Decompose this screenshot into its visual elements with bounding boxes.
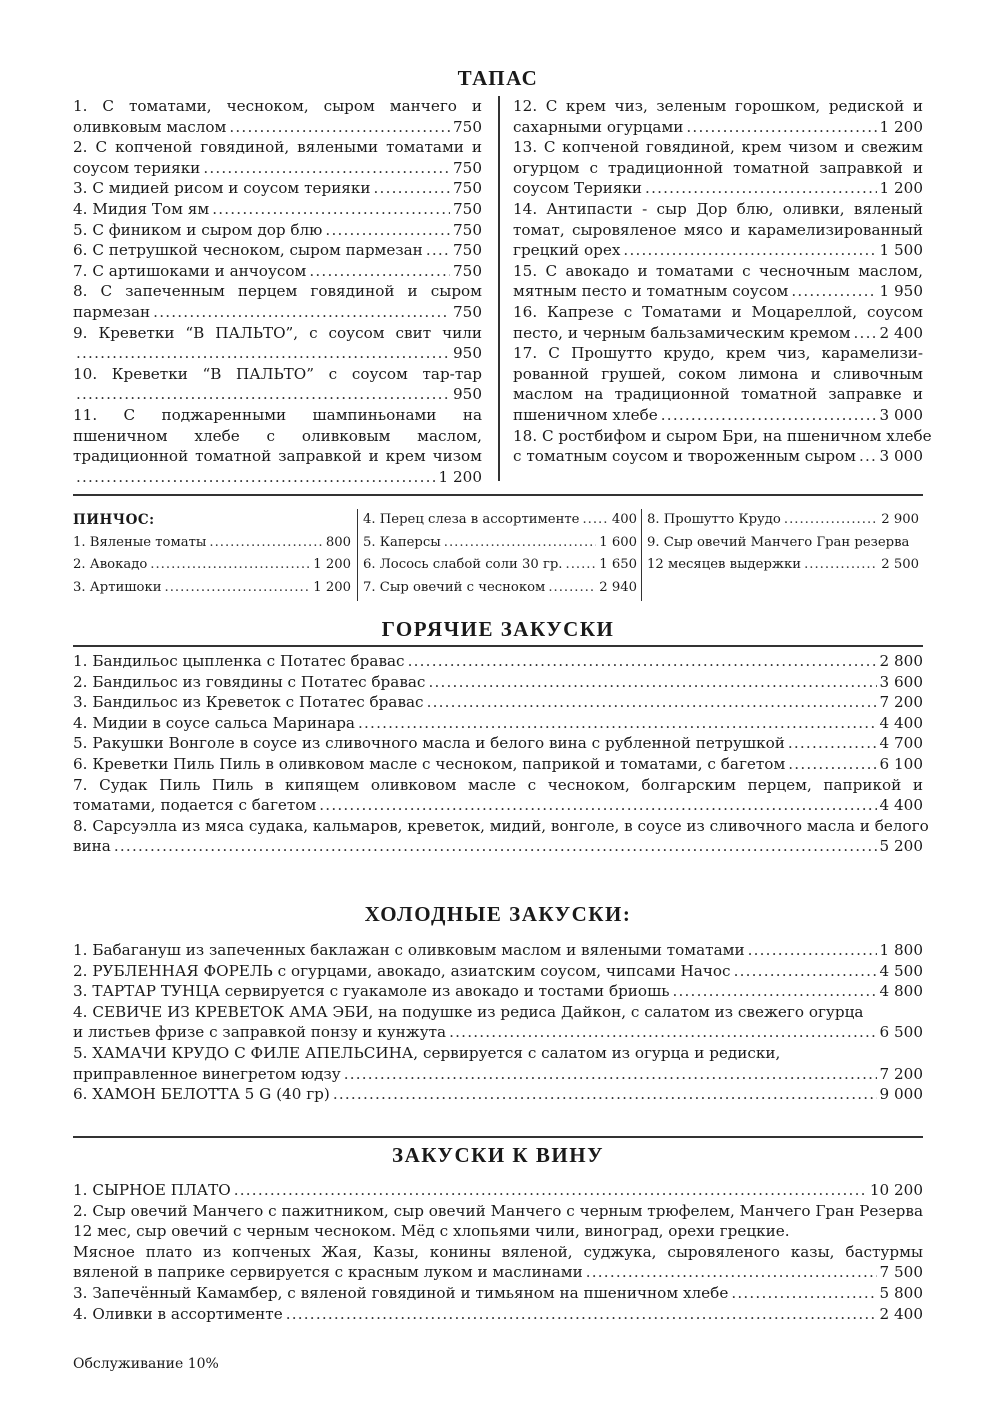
item-name: 6. Лосось слабой соли 30 гр.	[363, 557, 563, 572]
cold-appetizers-title: ХОЛОДНЫЕ ЗАКУСКИ:	[364, 902, 632, 926]
leader-dots	[325, 220, 450, 241]
item-name: 4. Оливки в ассортименте	[73, 1304, 283, 1323]
item-line: рованной грушей, соком лимона и сливочным	[513, 364, 923, 383]
menu-item	[73, 961, 923, 982]
leader-dots	[344, 1064, 877, 1085]
leader-dots	[854, 323, 877, 344]
item-line: 13. С копченой говядиной, крем чизом и свежим	[513, 138, 923, 157]
leader-dots	[784, 509, 878, 532]
leader-dots	[661, 405, 877, 426]
item-price: 750	[453, 199, 482, 218]
leader-dots	[76, 384, 450, 405]
menu-item	[73, 577, 351, 600]
pinchos-column-3	[647, 509, 919, 577]
menu-item	[513, 117, 923, 138]
item-line: 17. С Прошутто крудо, крем чиз, карамелизи-	[513, 344, 923, 363]
leader-dots	[229, 117, 450, 138]
item-name: 3. Артишоки	[73, 579, 162, 595]
item-price: 2 400	[879, 1304, 923, 1323]
menu-item	[363, 554, 637, 577]
item-name: 3. С мидией рисом и соусом терияки	[73, 179, 371, 198]
item-name: 1. Бандильос цыпленка с Потатес бравас	[73, 652, 405, 670]
item-price: 3 000	[879, 405, 923, 424]
menu-item	[73, 940, 923, 961]
item-name: грецкий орех	[513, 241, 621, 260]
item-line: 18. С ростбифом и сыром Бри, на пшеничном хлебе	[513, 426, 932, 445]
item-name: 6. ХАМОН БЕЛОТТА 5 G (40 гр)	[73, 1085, 330, 1104]
tapas-column-divider	[498, 96, 500, 481]
item-price: 750	[453, 220, 482, 239]
menu-item	[73, 733, 923, 754]
menu-item	[73, 240, 482, 261]
wine-snacks-title: ЗАКУСКИ К ВИНУ	[391, 1143, 604, 1167]
item-price: 750	[453, 158, 482, 177]
item-name: томатами, подается с багетом	[73, 796, 317, 815]
item-name: 6. Креветки Пиль Пиль в оливковом масле с чесноком, паприкой и томатами, с багетом	[73, 754, 786, 773]
menu-item	[73, 199, 482, 220]
leader-dots	[234, 1180, 867, 1201]
pinchos-column-1	[73, 509, 351, 599]
item-name: пшеничном хлебе	[513, 405, 658, 424]
leader-dots	[804, 554, 878, 577]
leader-dots	[449, 1022, 876, 1043]
item-price: 4 500	[879, 961, 923, 980]
item-price: 1 500	[879, 241, 923, 260]
menu-item	[647, 509, 919, 532]
leader-dots	[426, 240, 450, 261]
item-name: 1. Вяленые томаты	[73, 534, 207, 550]
item-name: 6. С петрушкой чесноком, сыром пармезан	[73, 241, 423, 260]
item-name: 12 месяцев выдержки	[647, 557, 802, 572]
item-line: огурцом с традиционной томатной заправкой и	[513, 158, 923, 177]
item-name: 3. Запечённый Камамбер, с вяленой говядиной и тимьяном на пшеничном хлебе	[73, 1283, 729, 1302]
menu-item	[513, 446, 923, 467]
item-price: 3 000	[879, 447, 923, 466]
menu-item	[73, 1022, 923, 1043]
item-price: 7 200	[879, 1064, 923, 1083]
service-charge-note: Обслуживание 10%	[73, 1356, 219, 1372]
item-price: 4 800	[879, 982, 923, 1001]
item-line: 5. ХАМАЧИ КРУДО С ФИЛЕ АПЕЛЬСИНА, сервируется с салатом из огурца и редиски,	[73, 1043, 781, 1062]
item-name: вяленой в паприке сервируется с красным луком и маслинами	[73, 1263, 583, 1282]
item-line: 2. Сыр овечий Манчего с пажитником, сыр овечий Манчего с черным трюфелем, Манчего Гран Резерва	[73, 1201, 923, 1220]
leader-dots	[153, 302, 450, 323]
leader-dots	[76, 467, 436, 488]
item-name: соусом терияки	[73, 158, 201, 177]
item-price: 1 200	[313, 557, 351, 572]
hot-appetizers-list	[73, 651, 929, 857]
item-line: 15. С авокадо и томатами с чесночным маслом,	[513, 261, 923, 280]
item-line: 16. Капрезе с Томатами и Моцареллой, соусом	[513, 302, 923, 321]
item-price: 1 200	[438, 467, 482, 486]
item-line: Мясное плато из копченых Жая, Казы, конины вяленой, суджука, сыровяленого казы, бастурмы	[73, 1242, 923, 1261]
menu-item	[73, 1304, 923, 1325]
item-price: 750	[453, 179, 482, 198]
leader-dots	[76, 343, 450, 364]
item-price: 10 200	[869, 1181, 923, 1199]
item-name: оливковым маслом	[73, 117, 227, 136]
item-name: 5. С фиником и сыром дор блю	[73, 220, 323, 239]
menu-item	[647, 554, 919, 577]
item-price: 2 940	[599, 579, 637, 595]
leader-dots	[548, 577, 596, 600]
item-line: 11. С поджаренными шампиньонами на	[73, 405, 482, 424]
item-line: традиционной томатной заправкой и крем чизом	[73, 447, 482, 466]
item-line: 8. Сарсуэлла из мяса судака, кальмаров, креветок, мидий, вонголе, в соусе из сливочного масла и белого	[73, 816, 929, 835]
menu-item	[73, 1262, 923, 1283]
menu-item	[73, 672, 923, 693]
menu-item	[73, 1283, 923, 1304]
tapas-right-column	[513, 96, 932, 467]
menu-item	[513, 281, 923, 302]
item-price: 4 400	[879, 713, 923, 732]
cold-appetizers-list	[73, 940, 923, 1105]
leader-dots	[686, 117, 876, 138]
menu-item	[73, 1180, 923, 1201]
item-name: вина	[73, 837, 111, 856]
pinchos-section	[73, 509, 923, 601]
item-price: 750	[453, 261, 482, 280]
item-price: 4 700	[879, 734, 923, 753]
menu-item	[363, 577, 637, 600]
item-name: 5. Ракушки Вонголе в соусе из сливочного масла и белого вина с рубленной петрушкой	[73, 734, 785, 753]
menu-item	[73, 692, 923, 713]
leader-dots	[672, 981, 876, 1002]
item-name: мятным песто и томатным соусом	[513, 282, 789, 301]
menu-item	[73, 117, 482, 138]
menu-item	[513, 323, 923, 344]
item-name: песто, и черным бальзамическим кремом	[513, 323, 851, 342]
item-price: 6 100	[879, 754, 923, 773]
menu-item	[73, 178, 482, 199]
leader-dots	[165, 577, 311, 600]
item-price: 6 500	[879, 1023, 923, 1042]
item-name: 1. Бабагануш из запеченных баклажан с оливковым маслом и вялеными томатами	[73, 941, 745, 959]
item-name: 4. Мидия Том ям	[73, 199, 210, 218]
item-price: 950	[453, 344, 482, 363]
item-name: с томатным соусом и твороженным сыром	[513, 447, 856, 466]
hot-appetizers-title: ГОРЯЧИЕ ЗАКУСКИ	[381, 617, 615, 641]
item-price: 1 200	[313, 579, 351, 595]
item-price: 2 400	[879, 323, 923, 342]
item-name: 7. С артишоками и анчоусом	[73, 261, 307, 280]
leader-dots	[645, 178, 876, 199]
item-price: 2 500	[881, 557, 919, 572]
menu-item	[73, 651, 923, 672]
tapas-left-column	[73, 96, 482, 487]
item-name: 5. Каперсы	[363, 534, 441, 550]
menu-item	[73, 158, 482, 179]
menu-item	[73, 343, 482, 364]
item-name: 1. СЫРНОЕ ПЛАТО	[73, 1181, 231, 1199]
item-line: 10. Креветки “В ПАЛЬТО” с соусом тар-тар	[73, 364, 482, 383]
item-price: 1 200	[879, 117, 923, 136]
leader-dots	[427, 692, 877, 713]
leader-dots	[791, 281, 876, 302]
item-name: 2. Бандильос из говядины с Потатес бравас	[73, 672, 426, 691]
wine-snacks-list	[73, 1180, 923, 1324]
menu-item	[73, 384, 482, 405]
item-price: 9 000	[879, 1085, 923, 1104]
item-price: 7 500	[879, 1263, 923, 1282]
item-line: 12. С крем чиз, зеленым горошком, редиской и	[513, 97, 923, 115]
leader-dots	[428, 672, 876, 693]
item-line: томат, сыровяленое мясо и карамелизированный	[513, 220, 923, 239]
leader-dots	[444, 532, 596, 555]
menu-item	[73, 713, 923, 734]
item-price: 7 200	[879, 693, 923, 712]
leader-dots	[734, 961, 877, 982]
leader-dots	[788, 733, 877, 754]
menu-item	[513, 405, 923, 426]
item-price: 400	[611, 512, 637, 527]
item-name: 4. Перец слеза в ассортименте	[363, 512, 580, 527]
menu-item	[73, 754, 923, 775]
item-price: 4 400	[879, 796, 923, 815]
leader-dots	[150, 554, 310, 577]
item-price: 800	[325, 534, 351, 550]
item-line: 8. С запеченным перцем говядиной и сыром	[73, 282, 482, 301]
item-price: 1 950	[879, 282, 923, 301]
item-name: 4. Мидии в соусе сальса Маринара	[73, 713, 355, 732]
item-name: приправленное винегретом юдзу	[73, 1064, 341, 1083]
leader-dots	[586, 1262, 877, 1283]
menu-item	[73, 532, 351, 555]
menu-item	[73, 1064, 923, 1085]
menu-item	[363, 509, 637, 532]
menu-item	[363, 532, 637, 555]
item-line: 14. Антипасти - сыр Дор блю, оливки, вяленый	[513, 199, 923, 218]
item-name: 8. Прошутто Крудо	[647, 512, 781, 527]
section-divider-cold	[73, 1136, 923, 1138]
item-line: 2. С копченой говядиной, вялеными томатами и	[73, 138, 482, 157]
leader-dots	[788, 754, 876, 775]
leader-dots	[333, 1084, 877, 1105]
pinchos-divider	[357, 509, 358, 601]
item-name: 3. Бандильос из Креветок с Потатес бравас	[73, 693, 424, 712]
item-line: 9. Креветки “В ПАЛЬТО”, с соусом свит чили	[73, 323, 482, 342]
leader-dots	[114, 836, 877, 857]
item-name: и листьев фризе с заправкой понзу и кунжута	[73, 1023, 447, 1042]
section-divider-tapas	[73, 494, 923, 496]
item-name: пармезан	[73, 302, 151, 321]
menu-item	[513, 240, 923, 261]
item-line: пшеничном хлебе с оливковым маслом,	[73, 426, 482, 445]
item-price: 1 600	[599, 534, 637, 550]
menu-item	[73, 836, 923, 857]
leader-dots	[859, 446, 877, 467]
item-name: 2. РУБЛЕННАЯ ФОРЕЛЬ с огурцами, авокадо, азиатским соусом, чипсами Начос	[73, 961, 731, 980]
item-price: 750	[453, 241, 482, 260]
leader-dots	[319, 795, 876, 816]
item-name: 7. Сыр овечий с чесноком	[363, 579, 546, 595]
menu-item	[73, 1084, 923, 1105]
item-name: 2. Авокадо	[73, 557, 148, 572]
item-price: 750	[453, 302, 482, 321]
leader-dots	[566, 554, 597, 577]
item-line: 1. С томатами, чесноком, сыром манчего и	[73, 97, 482, 115]
item-name: сахарными огурцами	[513, 117, 684, 136]
item-price: 2 800	[879, 652, 923, 670]
menu-item	[73, 467, 482, 488]
leader-dots	[731, 1283, 876, 1304]
menu-item	[73, 220, 482, 241]
pinchos-title: ПИНЧОС:	[73, 512, 155, 528]
leader-dots	[623, 240, 876, 261]
leader-dots	[374, 178, 450, 199]
section-divider-hot	[73, 645, 923, 647]
item-name: 3. ТАРТАР ТУНЦА сервируется с гуакамоле из авокадо и тостами бриошь	[73, 982, 670, 1001]
leader-dots	[358, 713, 877, 734]
item-price: 1 650	[599, 557, 637, 572]
leader-dots	[309, 261, 450, 282]
leader-dots	[408, 651, 877, 672]
leader-dots	[209, 532, 322, 555]
item-name: соусом Терияки	[513, 179, 643, 198]
leader-dots	[286, 1304, 877, 1325]
item-line: 9. Сыр овечий Манчего Гран резерва	[647, 534, 910, 550]
leader-dots	[212, 199, 450, 220]
tapas-section-title: ТАПАС	[457, 66, 539, 90]
item-price: 2 900	[881, 512, 919, 527]
item-price: 1 200	[879, 179, 923, 198]
menu-item	[73, 261, 482, 282]
menu-item	[73, 981, 923, 1002]
item-price: 950	[453, 385, 482, 404]
menu-item	[73, 302, 482, 323]
leader-dots	[582, 509, 608, 532]
item-line: 7. Судак Пиль Пиль в кипящем оливковом масле с чесноком, болгарским перцем, паприкой и	[73, 775, 923, 794]
item-price: 750	[453, 117, 482, 136]
leader-dots	[203, 158, 450, 179]
menu-item	[73, 795, 923, 816]
item-price: 5 200	[879, 837, 923, 856]
item-line: 12 мес, сыр овечий с черным чесноком. Мёд с хлопьями чили, виноград, орехи грецкие.	[73, 1222, 790, 1241]
menu-item	[513, 178, 923, 199]
item-price: 3 600	[879, 672, 923, 691]
item-price: 1 800	[879, 941, 923, 959]
menu-item	[73, 554, 351, 577]
pinchos-divider	[641, 509, 642, 601]
item-price: 5 800	[879, 1283, 923, 1302]
item-line: маслом на традиционной томатной заправке и	[513, 385, 923, 404]
item-line: 4. СЕВИЧЕ ИЗ КРЕВЕТОК АМА ЭБИ, на подушке из редиса Дайкон, с салатом из свежего огурца	[73, 1002, 864, 1021]
pinchos-column-2	[363, 509, 637, 599]
leader-dots	[748, 940, 877, 961]
